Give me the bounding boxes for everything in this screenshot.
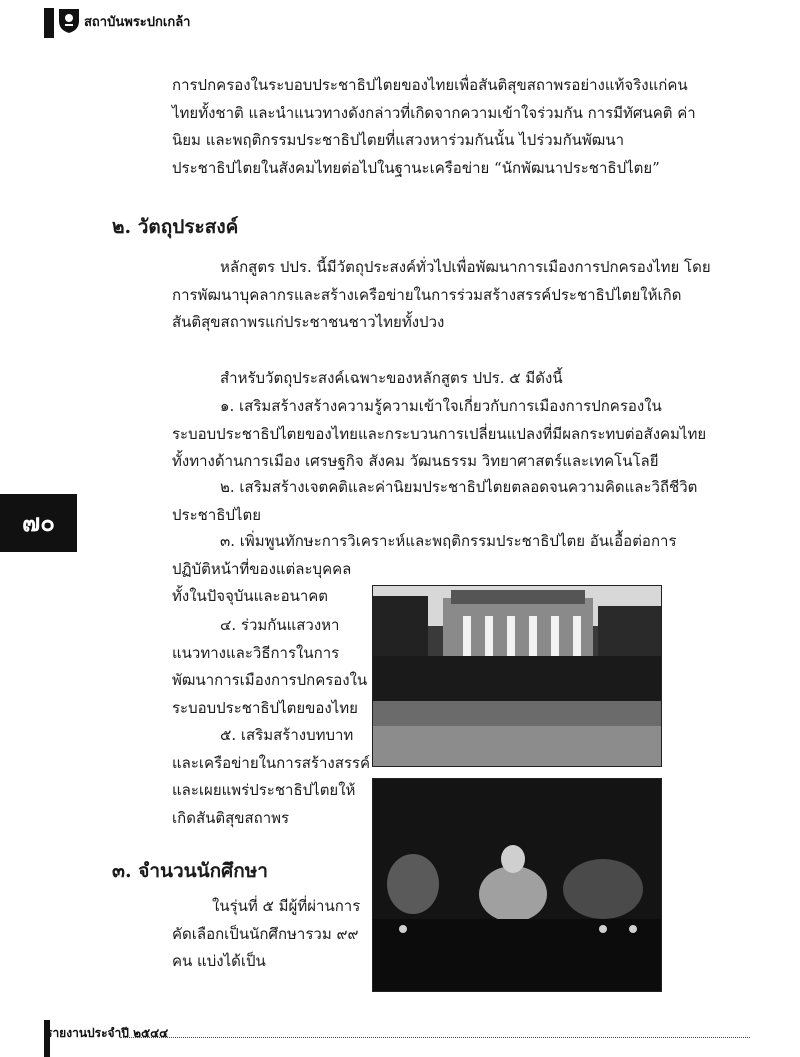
text-line: สำหรับวัตถุประสงค์เฉพาะของหลักสูตร ปปร. ๕ มีดังนี้ bbox=[220, 369, 563, 387]
specific-objectives-intro bbox=[172, 365, 668, 393]
text-line: ๔. ร่วมกันแสวงหา bbox=[220, 616, 340, 634]
section-heading-objectives: ๒. วัตถุประสงค์ bbox=[112, 216, 239, 238]
objective-2 bbox=[172, 474, 698, 529]
page-number-tab: ๗๐ bbox=[0, 494, 77, 552]
text-line: สันติสุขสถาพรแก่ประชาชนชาวไทยทั้งปวง bbox=[172, 313, 445, 331]
text-line: ในรุ่นที่ ๕ มีผู้ที่ผ่านการ bbox=[212, 897, 361, 915]
group-photo-image bbox=[373, 586, 661, 766]
text-line: ประชาธิปไตยในสังคมไทยต่อไปในฐานะเครือข่าย “นักพัฒนาประชาธิปไตย” bbox=[172, 158, 660, 177]
text-line: และเผยแพร่ประชาธิปไตยให้ bbox=[172, 781, 356, 799]
students-paragraph bbox=[172, 893, 362, 976]
text-line: คน แบ่งได้เป็น bbox=[172, 952, 266, 970]
org-name: สถาบันพระปกเกล้า bbox=[84, 15, 191, 30]
objective-5 bbox=[172, 722, 371, 832]
institute-logo-icon bbox=[58, 6, 80, 34]
text-line: ๑. เสริมสร้างสร้างความรู้ความเข้าใจเกี่ยวกับการเมืองการปกครองใน bbox=[220, 397, 662, 415]
text-line: หลักสูตร ปปร. นี้มีวัตถุประสงค์ทั่วไปเพื่อพัฒนาการเมืองการปกครองไทย โดย bbox=[220, 258, 711, 276]
group-photo bbox=[372, 585, 662, 767]
text-line: ๒. เสริมสร้างเจตคติและค่านิยมประชาธิปไตยตลอดจนความคิดและวิถีชีวิต bbox=[220, 478, 698, 496]
footer-rule bbox=[120, 1037, 750, 1038]
text-line: ไทยทั้งชาติ และนำแนวทางดังกล่าวที่เกิดจากความเข้าใจร่วมกัน การมีทัศนคติ ค่า bbox=[172, 103, 696, 122]
section-heading-students: ๓. จำนวนนักศึกษา bbox=[112, 860, 268, 882]
objective-4 bbox=[172, 612, 368, 722]
text-line: การพัฒนาบุคลากรและสร้างเครือข่ายในการร่วมสร้างสรรค์ประชาธิปไตยให้เกิด bbox=[172, 285, 682, 304]
meeting-photo-image bbox=[373, 779, 661, 991]
text-line: เกิดสันติสุขสถาพร bbox=[172, 808, 290, 827]
text-line: และเครือข่ายในการสร้างสรรค์ bbox=[172, 753, 371, 772]
text-line: ทั้งทางด้านการเมือง เศรษฐกิจ สังคม วัฒนธรรม วิทยาศาสตร์และเทคโนโลยี bbox=[172, 452, 659, 470]
footer-report-title: รายงานประจำปี ๒๕๔๔ bbox=[46, 1026, 169, 1040]
meeting-photo bbox=[372, 778, 662, 992]
text-line: ระบอบประชาธิปไตยของไทยและกระบวนการเปลี่ยนแปลงที่มีผลกระทบต่อสังคมไทย bbox=[172, 424, 707, 443]
text-line: ระบอบประชาธิปไตยของไทย bbox=[172, 698, 358, 717]
text-line: ๕. เสริมสร้างบทบาท bbox=[220, 726, 354, 744]
text-line: นิยม และพฤติกรรมประชาธิปไตยที่แสวงหาร่วมกันนั้น ไปร่วมกันพัฒนา bbox=[172, 131, 625, 149]
header-bar bbox=[44, 8, 54, 38]
text-line: การปกครองในระบอบประชาธิปไตยของไทยเพื่อสันติสุขสถาพรอย่างแท้จริงแก่คน bbox=[172, 76, 688, 94]
text-line: แนวทางและวิธีการในการ bbox=[172, 643, 340, 662]
general-objective-paragraph bbox=[172, 254, 711, 337]
text-line: คัดเลือกเป็นนักศึกษารวม ๙๙ bbox=[172, 924, 359, 943]
objective-1 bbox=[172, 393, 707, 476]
intro-paragraph bbox=[172, 72, 696, 182]
text-line: ทั้งในปัจจุบันและอนาคต bbox=[172, 587, 329, 605]
text-line: ปฏิบัติหน้าที่ของแต่ละบุคคล bbox=[172, 559, 352, 578]
text-line: พัฒนาการเมืองการปกครองใน bbox=[172, 671, 368, 689]
text-line: ประชาธิปไตย bbox=[172, 505, 261, 524]
text-line: ๓. เพิ่มพูนทักษะการวิเคราะห์และพฤติกรรมประชาธิปไตย อันเอื้อต่อการ bbox=[220, 532, 677, 550]
